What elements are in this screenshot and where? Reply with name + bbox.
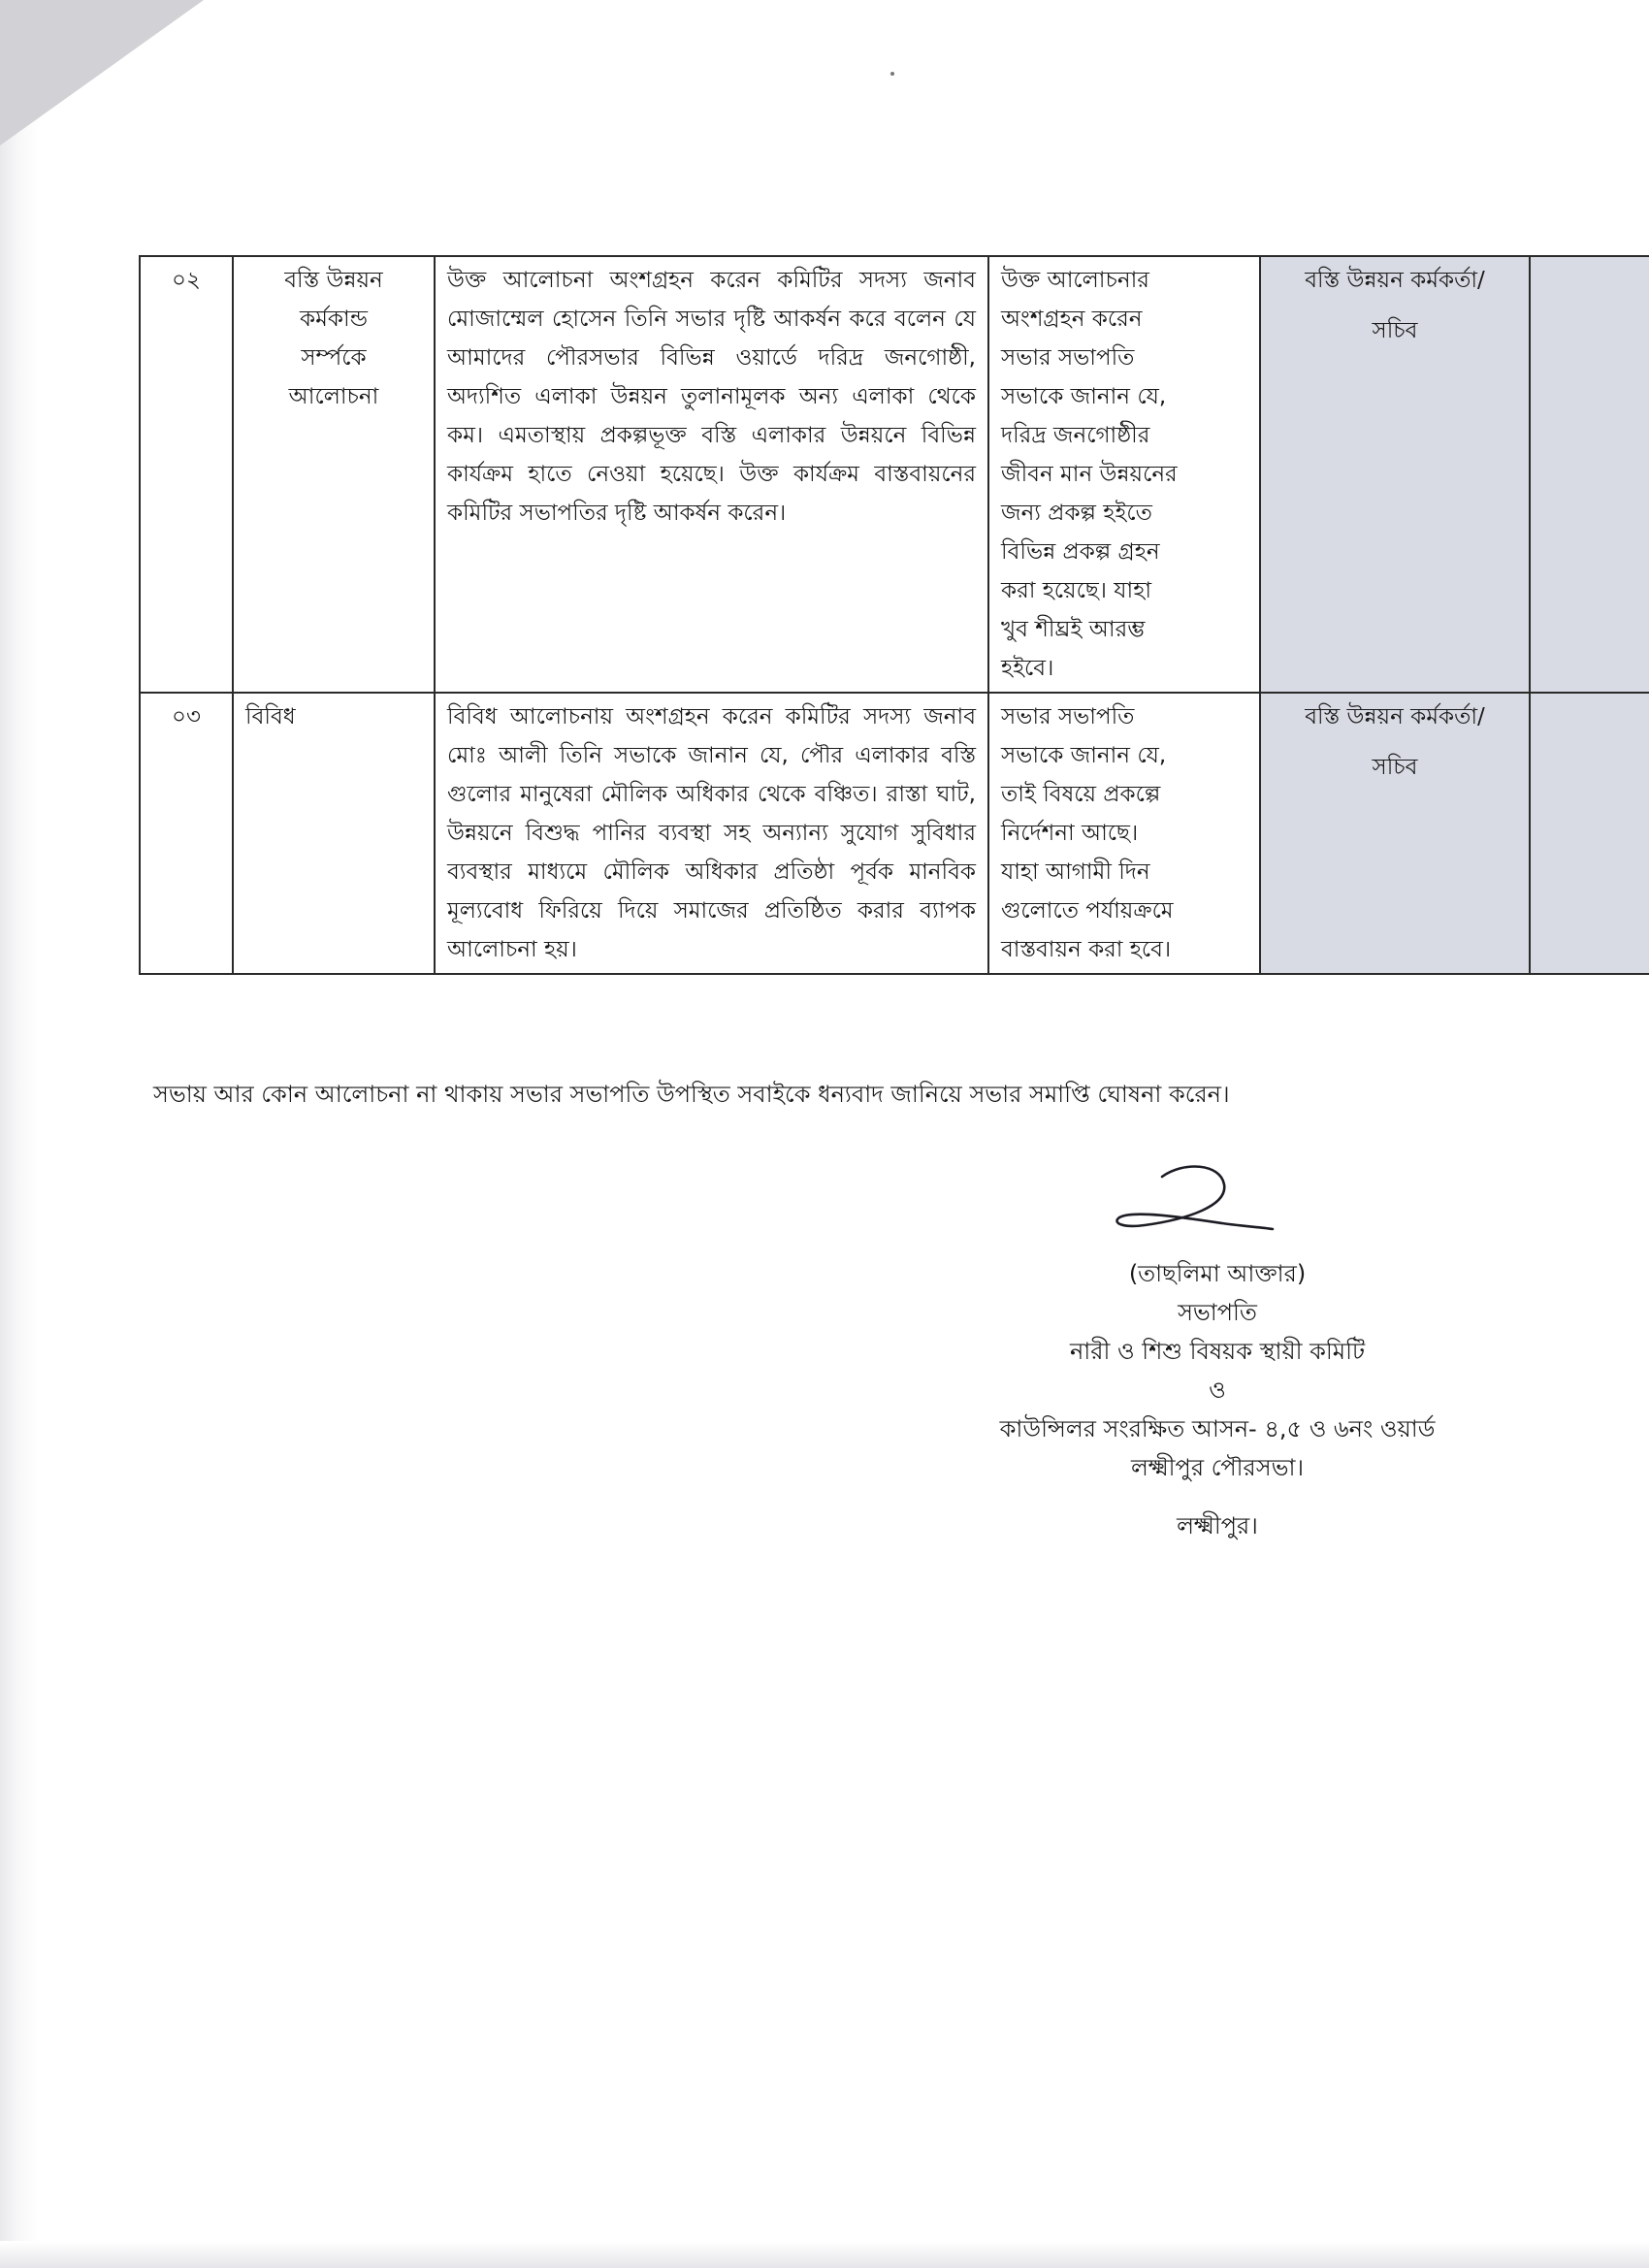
folded-corner: [0, 0, 204, 146]
row-extra-cell: [1530, 693, 1649, 974]
signature: [1106, 1159, 1280, 1256]
row-responsible: [1260, 256, 1530, 693]
decision-line: সভার সভাপতি: [1001, 345, 1135, 371]
responsible-officer: বস্তি উন্নয়ন কর্মকর্তা/: [1305, 704, 1485, 729]
row-discussion: বিবিধ আলোচনায় অংশগ্রহন করেন কমিটির সদস্য জনাব মোঃ আলী তিনি সভাকে জানান যে, পৌর এলাকার বস্তি গুলোর মানুষেরা মৌলিক অধিকার থেকে বঞ্চিত। রাস্তা ঘাট, উন্নয়নে বিশুদ্ধ পানির ব্যবস্থা সহ অন্যান্য সুযোগ সুবিধার ব্যবস্থার মাধ্যমে মৌলিক অধিকার প্রতিষ্ঠা পূর্বক মানবিক মূল্যবোধ ফিরিয়ে দিয়ে সমাজের প্রতিষ্ঠিত করার ব্যাপক আলোচনা হয়।: [435, 693, 988, 974]
table-row: [140, 693, 1649, 974]
decision-line: করা হয়েছে। যাহা: [1001, 578, 1151, 603]
decision-line: জন্য প্রকল্প হইতে: [1001, 501, 1152, 526]
signatory-title: সভাপতি: [1178, 1299, 1257, 1326]
row-discussion: উক্ত আলোচনা অংশগ্রহন করেন কমিটির সদস্য জনাব মোজাম্মেল হোসেন তিনি সভার দৃষ্টি আকর্ষন করে বলেন যে আমাদের পৌরসভার বিভিন্ন ওয়ার্ডে দরিদ্র জনগোষ্ঠী, অদ্যশিত এলাকা উন্নয়ন তুলানামূলক অন্য এলাকা থেকে কম। এমতাস্থায় প্রকল্পভূক্ত বস্তি এলাকার উন্নয়নে বিভিন্ন কার্যক্রম হাতে নেওয়া হয়েছে। উক্ত কার্যক্রম বাস্তবায়নের কমিটির সভাপতির দৃষ্টি আকর্ষন করেন।: [435, 256, 988, 693]
decision-line: অংশগ্রহন করেন: [1001, 307, 1143, 332]
page-bottom-edge: [0, 2241, 1649, 2268]
decision-line: তাই বিষয়ে প্রকল্পে: [1001, 782, 1161, 807]
spacer: [1273, 736, 1517, 748]
signatory-office: লক্ষ্মীপুর পৌরসভা।: [1130, 1454, 1305, 1481]
scan-speck: [890, 72, 894, 76]
responsible-secretary: সচিব: [1372, 318, 1418, 343]
decision-line: হইবে।: [1001, 656, 1054, 681]
topic-line: সর্ম্পকে: [301, 345, 367, 371]
decision-line: জীবন মান উন্নয়নের: [1001, 462, 1178, 487]
signatory-name: (তাছলিমা আক্তার): [1128, 1260, 1307, 1287]
row-extra-cell: [1530, 256, 1649, 693]
decision-line: খুব শীঘ্রই আরম্ভ: [1001, 617, 1146, 642]
decision-line: বিভিন্ন প্রকল্প গ্রহন: [1001, 539, 1160, 565]
decision-line: সভাকে জানান যে,: [1001, 384, 1167, 409]
decision-line: নির্দেশনা আছে।: [1001, 821, 1139, 846]
signatory-committee: নারী ও শিশু বিষয়ক স্থায়ী কমিটি: [1069, 1338, 1366, 1365]
table-row: [140, 256, 1649, 693]
signatory-conjunction: ও: [1209, 1377, 1226, 1404]
decision-line: দরিদ্র জনগোষ্ঠীর: [1001, 423, 1150, 448]
topic-line: আলোচনা: [288, 384, 379, 409]
row-number: ০৩: [140, 693, 233, 974]
decision-line: উক্ত আলোচনার: [1001, 268, 1149, 293]
row-topic: [233, 693, 435, 974]
row-decision: [988, 256, 1260, 693]
responsible-secretary: সচিব: [1372, 755, 1418, 780]
decision-line: সভার সভাপতি: [1001, 704, 1135, 729]
closing-statement: সভায় আর কোন আলোচনা না থাকায় সভার সভাপতি উপস্থিত সবাইকে ধন্যবাদ জানিয়ে সভার সমাপ্তি ঘোষনা করেন।: [153, 1081, 1230, 1108]
topic-line: বস্তি উন্নয়ন: [284, 268, 383, 293]
spacer: [1273, 300, 1517, 311]
decision-line: বাস্তবায়ন করা হবে।: [1001, 937, 1172, 962]
signatory-position: কাউন্সিলর সংরক্ষিত আসন- ৪,৫ ও ৬নং ওয়ার্ড: [999, 1415, 1436, 1442]
minutes-table: [139, 255, 1649, 975]
signatory-place: লক্ষ্মীপুর।: [1177, 1512, 1258, 1539]
decision-line: যাহা আগামী দিন: [1001, 859, 1150, 885]
topic-line: বিবিধ: [245, 704, 296, 729]
row-topic: [233, 256, 435, 693]
responsible-officer: বস্তি উন্নয়ন কর্মকর্তা/: [1305, 268, 1485, 293]
signature-block: [902, 1254, 1533, 1545]
row-responsible: [1260, 693, 1530, 974]
row-decision: [988, 693, 1260, 974]
topic-line: কর্মকান্ড: [300, 307, 368, 332]
decision-line: সভাকে জানান যে,: [1001, 743, 1167, 768]
row-number: ০২: [140, 256, 233, 693]
decision-line: গুলোতে পর্যায়ক্রমে: [1001, 898, 1174, 923]
